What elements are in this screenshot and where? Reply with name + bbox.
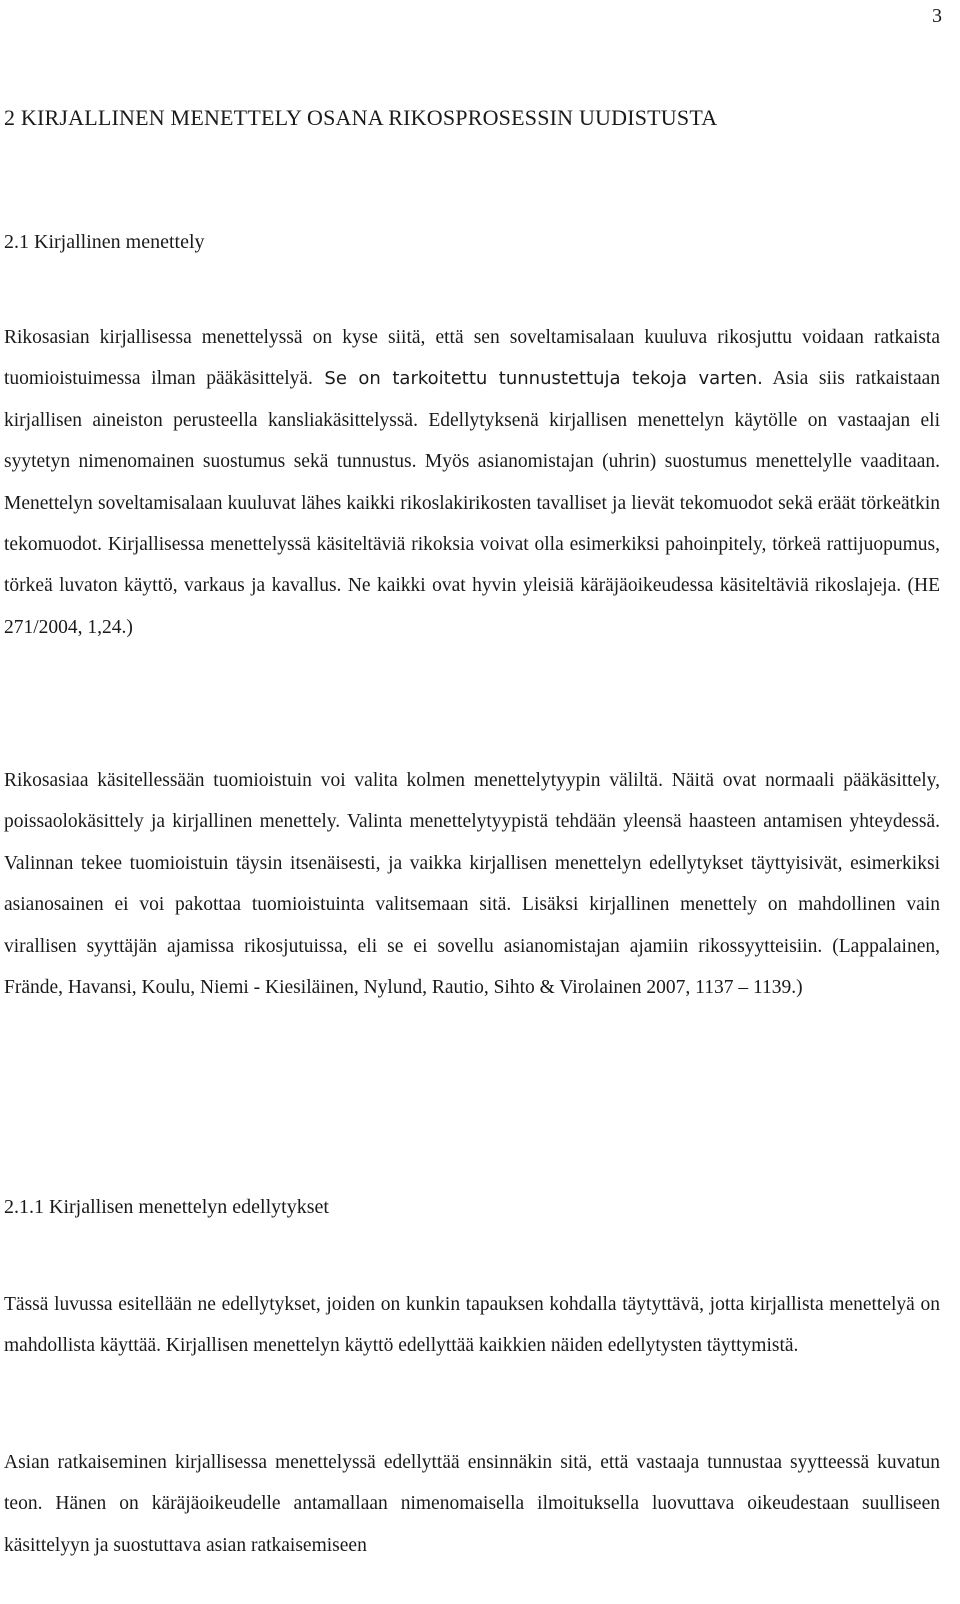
page-number: 3	[932, 5, 942, 27]
subsection-heading: 2.1.1 Kirjallisen menettelyn edellytykset	[4, 1196, 329, 1218]
paragraph-requirements-intro: Tässä luvussa esitellään ne edellytykset, joiden on kunkin tapauksen kohdalla täytyttävä, jotta kirjallista menettelyä on mahdollista käyttää. Kirjallisen menettelyn käyttö edellyttää kaikkien näiden edellytysten täyttymistä.	[4, 1294, 940, 1357]
chapter-heading: 2 KIRJALLINEN MENETTELY OSANA RIKOSPROSESSIN UUDISTUSTA	[4, 105, 718, 130]
paragraph-text-part: Asia siis ratkaistaan kirjallisen aineiston perusteella kansliakäsittelyssä. Edellytyksenä kirjallisen menettelyn käytölle on vastaajan eli syytetyn nimenomainen suostumus sekä tunnustus. Myös asianomistajan (uhrin) suostumus menettelylle vaaditaan. Menettelyn soveltamisalaan kuuluvat lähes kaikki rikoslakirikosten tavalliset ja lievät tekomuodot sekä eräät törkeätkin tekomuodot. Kirjallisessa menettelyssä käsiteltäviä rikoksia voivat olla esimerkiksi pahoinpitely, törkeä rattijuopumus, törkeä luvaton käyttö, varkaus ja kavallus. Ne kaikki ovat hyvin yleisiä käräjäoikeudessa käsiteltäviä rikoslajeja. (HE 271/2004, 1,24.)	[4, 368, 941, 638]
paragraph-confession-requirement: Asian ratkaiseminen kirjallisessa menettelyssä edellyttää ensinnäkin sitä, että vastaaja tunnustaa syytteessä kuvatun teon. Hänen on käräjäoikeudelle antamallaan nimenomaisella ilmoituksella luovuttava oikeudestaan suulliseen käsittelyyn ja suostuttava asian ratkaisemiseen	[4, 1452, 940, 1556]
section-heading: 2.1 Kirjallinen menettely	[4, 231, 205, 253]
paragraph-text-part-sans: Se on tarkoitettu tunnustettuja tekoja varten.	[312, 368, 763, 390]
paragraph-text-part: Rikosasian kirjallisessa menettelyssä on kyse siitä, että sen soveltamisalaan kuuluva rikosjuttu voidaan ratkaista tuomioistuimessa ilman pääkäsittelyä.	[4, 327, 940, 390]
paragraph-written-procedure	[4, 317, 940, 648]
paragraph-procedure-types: Rikosasiaa käsitellessään tuomioistuin voi valita kolmen menettelytyypin väliltä. Näitä ovat normaali pääkäsittely, poissaolokäsittely ja kirjallinen menettely. Valinta menettelytyypistä tehdään yleensä haasteen antamisen yhteydessä. Valinnan tekee tuomioistuin täysin itsenäisesti, ja vaikka kirjallisen menettelyn edellytykset täyttyisivät, esimerkiksi asianosainen ei voi pakottaa tuomioistuinta valitsemaan sitä. Lisäksi kirjallinen menettely on mahdollinen vain virallisen syyttäjän ajamissa rikosjutuissa, eli se ei sovellu asianomistajan ajamiin rikossyytteisiin. (Lappalainen, Frände, Havansi, Koulu, Niemi - Kiesiläinen, Nylund, Rautio, Sihto & Virolainen 2007, 1137 – 1139.)	[4, 770, 940, 999]
